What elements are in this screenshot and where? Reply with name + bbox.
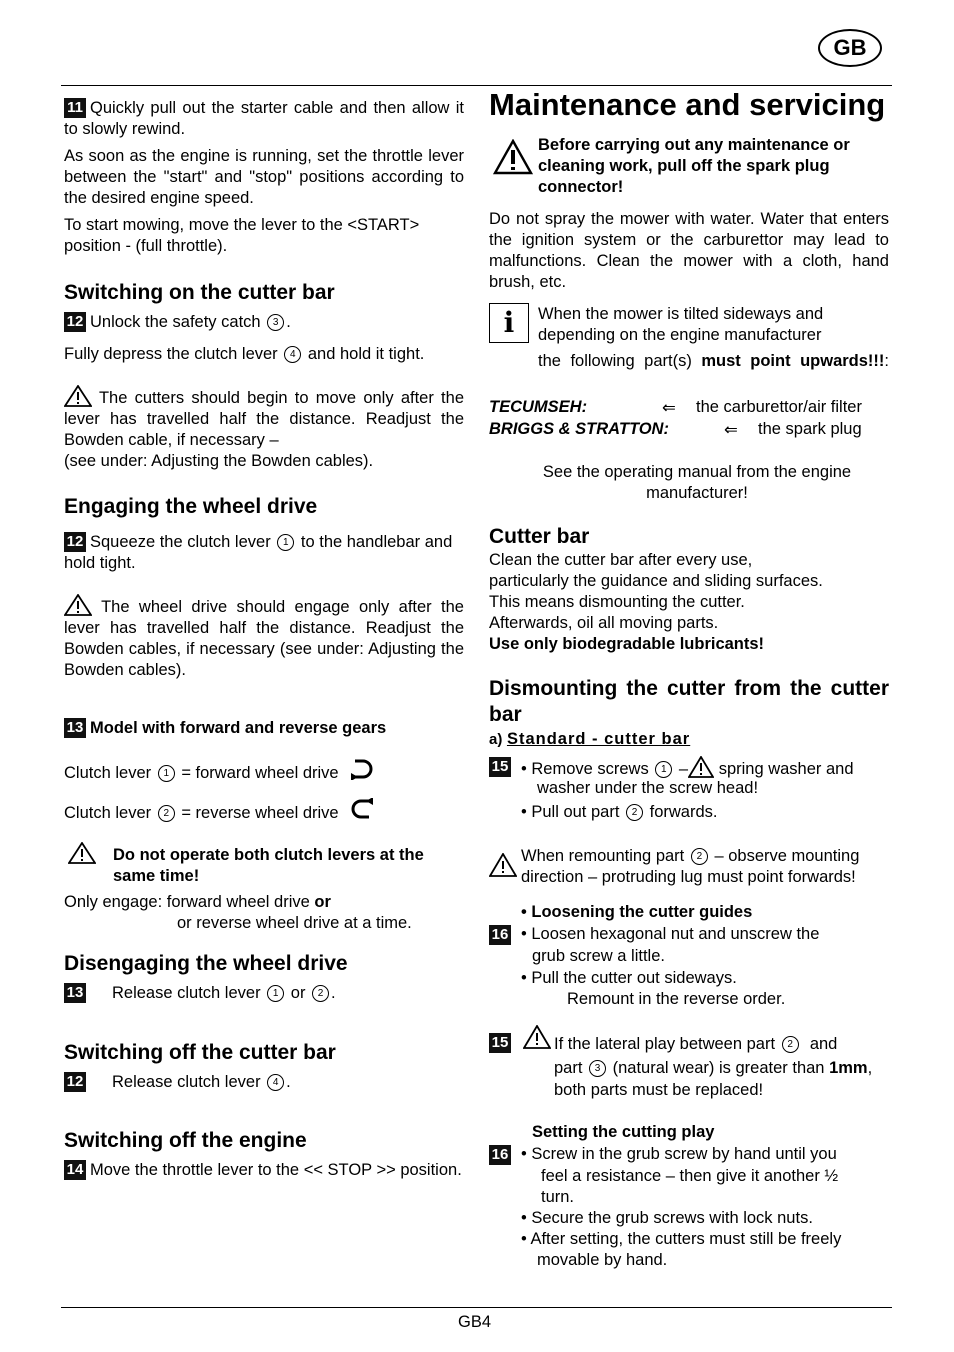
cutter-bar-line: Use only biodegradable lubricants! (489, 635, 765, 653)
part-number-icon: 2 (158, 805, 175, 822)
part-number-icon: 4 (284, 346, 301, 363)
section-heading: Dismounting the cutter from the cutter bar (489, 677, 889, 726)
info-note (538, 304, 889, 372)
section-engage (64, 494, 464, 681)
arrow-icon: ⇐ (724, 421, 738, 439)
warning-icon (64, 385, 92, 407)
lateral-line2: part 3 (natural wear) is greater than 1mm, (554, 1059, 873, 1077)
part-number-icon: 1 (267, 985, 284, 1002)
language-badge: GB (818, 29, 882, 67)
intro-p3: To start mowing, move the lever to the <START> position - (full throttle). (64, 216, 420, 255)
part-number-icon: 2 (312, 985, 329, 1002)
reverse-arrow-icon (349, 798, 375, 820)
info-line2: the following part(s) must point upwards!!!: (538, 352, 890, 370)
page-number: GB4 (458, 1313, 492, 1331)
model-title: 13 Model with forward and reverse gears (64, 718, 464, 739)
switch-on-warning-ref: (see under: Adjusting the Bowden cables). (64, 452, 374, 470)
intro-p1: 11 Quickly pull out the starter cable and then allow it to slowly rewind. (64, 99, 464, 138)
dismount-bullet1-cont: washer under the screw head! (537, 779, 759, 797)
section-disengage (64, 951, 464, 1004)
section-switch-off-bar (64, 1040, 464, 1093)
step-number: 15 (489, 1033, 511, 1053)
engage-line1: 12 Squeeze the clutch lever 1 to the handlebar and hold tight. (64, 533, 453, 572)
warning-icon (688, 756, 714, 778)
section-dismount (489, 676, 889, 750)
loosening-title: • Loosening the cutter guides (521, 903, 753, 921)
warning-icon (64, 594, 92, 616)
spray-note (489, 209, 889, 293)
switch-on-line2: Fully depress the clutch lever 4 and hold it tight. (64, 345, 425, 363)
section-switch-on (64, 280, 464, 472)
part-number-icon: 2 (626, 804, 643, 821)
intro-p2: As soon as the engine is running, set the throttle lever between the "start" and "stop" positions according to the desired engine speed. (64, 147, 464, 207)
cutter-bar-line: This means dismounting the cutter. (489, 593, 745, 611)
forward-arrow-icon (349, 758, 375, 780)
section-switch-off-engine (64, 1128, 464, 1181)
dismount-steps (489, 756, 909, 826)
setting-line1-cont: feel a resistance – then give it another ½ (541, 1167, 839, 1185)
warning-icon (68, 842, 96, 864)
tecumseh-value: the carburettor/air filter (696, 398, 862, 416)
remount-warning-text: When remounting part 2 – observe mounting direction – protruding lug must point forwards! (521, 847, 860, 886)
model-forward: Clutch lever 1 = forward wheel drive (64, 758, 464, 784)
part-number-icon: 1 (158, 765, 175, 782)
setting-line1-cont2: turn. (541, 1188, 575, 1206)
info-line1: When the mower is tilted sideways and depending on the engine manufacturer (538, 305, 824, 344)
setting-section (489, 1122, 909, 1272)
part-number-icon: 4 (267, 1074, 284, 1091)
see-manual (520, 462, 874, 504)
bottom-rule (61, 1307, 892, 1308)
setting-title: Setting the cutting play (532, 1123, 715, 1141)
part-number-icon: 2 (691, 848, 708, 865)
cutter-bar-line: Afterwards, oil all moving parts. (489, 614, 719, 632)
section-heading: Cutter bar (489, 525, 590, 548)
page-title: Maintenance and servicing (489, 87, 886, 122)
part-number-icon: 1 (655, 761, 672, 778)
loosening-line3: Remount in the reverse order. (567, 990, 786, 1008)
setting-line3: • After setting, the cutters must still be freely (521, 1230, 842, 1248)
model-warning-text: Do not operate both clutch levers at the same time! (113, 846, 424, 885)
step-number: 11 (64, 98, 86, 118)
model-warning (64, 842, 464, 886)
section-cutter-bar (489, 524, 889, 655)
step-number: 15 (489, 757, 511, 777)
see-manual-text: See the operating manual from the engine manufacturer! (542, 463, 852, 502)
section-heading: Switching off the engine (64, 1129, 307, 1152)
section-heading: Disengaging the wheel drive (64, 952, 348, 975)
step-number: 16 (489, 925, 511, 945)
maintenance-warning-text: Before carrying out any maintenance or cleaning work, pull off the spark plug connector! (538, 136, 850, 196)
right-column (489, 86, 909, 124)
part-number-icon: 3 (589, 1060, 606, 1077)
lateral-play (489, 1025, 909, 1105)
switch-on-line1: 12 Unlock the safety catch 3 . (64, 312, 464, 333)
section-heading: Switching off the cutter bar (64, 1041, 336, 1064)
info-icon: i (489, 303, 529, 343)
spray-note-text: Do not spray the mower with water. Water that enters the ignition system or the carburettor may lead to malfunctions. Clean the mower with a cloth, hand brush, etc. (489, 210, 889, 291)
dismount-subtitle: a) Standard - cutter bar (489, 730, 691, 748)
setting-line2: • Secure the grub screws with lock nuts. (521, 1209, 813, 1227)
left-column (64, 98, 464, 257)
part-number-icon: 3 (267, 314, 284, 331)
switch-off-engine-text: 14 Move the throttle lever to the << STOP >> position. (64, 1160, 464, 1181)
loosening-line1-cont: grub screw a little. (532, 947, 665, 965)
setting-line1: • Screw in the grub screw by hand until you (521, 1145, 837, 1163)
lateral-line1: If the lateral play between part 2 and (554, 1035, 838, 1053)
model-only-engage: Only engage: forward wheel drive or (64, 893, 331, 911)
section-model (64, 718, 464, 934)
briggs-label: BRIGGS & STRATTON: (489, 420, 669, 438)
cutter-bar-line: particularly the guidance and sliding surfaces. (489, 572, 823, 590)
section-heading: Switching on the cutter bar (64, 281, 335, 304)
part-number-icon: 2 (782, 1036, 799, 1053)
model-only-engage-2: or reverse wheel drive at a time. (177, 914, 412, 932)
setting-line3-cont: movable by hand. (537, 1251, 668, 1269)
step-number: 16 (489, 1145, 511, 1165)
loosening-line1: • Loosen hexagonal nut and unscrew the (521, 925, 820, 943)
switch-off-bar-text: 12 Release clutch lever 4 . (64, 1072, 464, 1093)
briggs-value: the spark plug (758, 420, 862, 438)
loosening-section (489, 902, 909, 1012)
switch-on-warning: The cutters should begin to move only after the lever has travelled half the distance. Readjust the Bowden cable, if necessary – (64, 385, 464, 451)
warning-icon (523, 1025, 551, 1049)
remount-warning (489, 846, 909, 892)
disengage-text: 13 Release clutch lever 1 or 2 . (64, 983, 464, 1004)
tecumseh-label: TECUMSEH: (489, 398, 588, 416)
model-reverse: Clutch lever 2 = reverse wheel drive (64, 798, 464, 824)
dismount-bullet1: • Remove screws 1 – spring washer and (521, 756, 911, 780)
warning-icon (493, 139, 533, 175)
cutter-bar-line: Clean the cutter bar after every use, (489, 551, 753, 569)
engage-warning: The wheel drive should engage only after the lever has travelled half the distance. Readjust the Bowden cables, if necessary (see under: Adjusting the Bowden cables). (64, 594, 464, 681)
part-number-icon: 1 (277, 534, 294, 551)
warning-icon (489, 853, 517, 877)
section-heading: Engaging the wheel drive (64, 495, 318, 518)
arrow-icon: ⇐ (662, 399, 676, 417)
lateral-line3: both parts must be replaced! (554, 1081, 764, 1099)
engine-table (489, 398, 889, 444)
loosening-line2: • Pull the cutter out sideways. (521, 969, 737, 987)
dismount-bullet2: • Pull out part 2 forwards. (521, 803, 718, 821)
